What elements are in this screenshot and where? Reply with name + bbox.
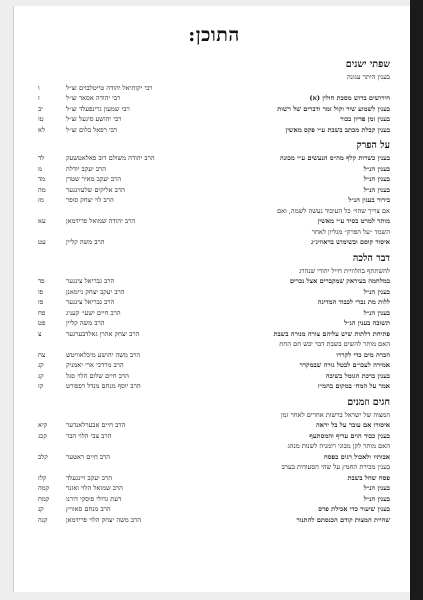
toc-entry[interactable] bbox=[38, 452, 390, 463]
entry-page-number: קנ bbox=[38, 505, 44, 513]
toc-entry[interactable] bbox=[38, 483, 390, 494]
toc-section bbox=[38, 140, 390, 248]
entry-page-number: פד bbox=[38, 277, 45, 285]
toc-entry[interactable] bbox=[38, 410, 390, 421]
toc-entry[interactable] bbox=[38, 227, 390, 238]
entry-author: רבי שמעון גרינפעלד זצ״ל bbox=[66, 104, 130, 113]
entry-title: הכרה מים כדי לקררו bbox=[336, 350, 390, 359]
entry-page-number: צ bbox=[38, 329, 42, 338]
entry-page-number: קמח bbox=[38, 494, 50, 503]
toc-section bbox=[38, 397, 390, 526]
toc-entry[interactable] bbox=[38, 318, 390, 329]
entry-author: הרב גבריאל צינגער bbox=[66, 277, 115, 285]
entry-author: הרב גבריאל צינגער bbox=[66, 298, 115, 306]
entry-page-number: ז bbox=[38, 94, 40, 102]
entry-page-number: צח bbox=[38, 350, 46, 359]
entry-author: הרב יעקב יודלה bbox=[66, 164, 107, 173]
entry-author: הרב משה יצחק הלוי פרידמאן bbox=[66, 515, 142, 524]
toc-entry[interactable] bbox=[38, 462, 390, 473]
entry-page-number: עא bbox=[38, 217, 46, 225]
toc-entry[interactable] bbox=[38, 125, 390, 136]
entry-title: להשתתף בהלוויית חייל יהודי שנהרג bbox=[299, 266, 390, 275]
entry-page-number: לא bbox=[38, 125, 46, 134]
entry-title: בענין הנ״ל bbox=[363, 484, 390, 492]
entry-page-number: ו bbox=[38, 83, 40, 92]
entry-title: ללות מת נכרי לכבוד המדינה bbox=[317, 298, 390, 306]
toc-entry[interactable] bbox=[38, 83, 390, 94]
entry-page-number: פז bbox=[38, 298, 44, 306]
section-title: על הפרק bbox=[356, 140, 390, 151]
page-title: התוכן: bbox=[188, 24, 240, 46]
toc-entry[interactable] bbox=[38, 185, 390, 196]
toc-entry[interactable] bbox=[38, 360, 390, 371]
entry-title: פסח שחל בשבת bbox=[347, 473, 390, 482]
entry-title: בענין לשמוע שיר וקול זמר ודברים של רשות bbox=[277, 104, 390, 113]
entry-author: הרב יהודה שמואל פרידמאן bbox=[66, 217, 136, 225]
entry-page-number: קז bbox=[38, 382, 44, 390]
toc-entry[interactable] bbox=[38, 104, 390, 115]
toc-entry[interactable] bbox=[38, 441, 390, 452]
toc-entry[interactable] bbox=[38, 329, 390, 340]
entry-author: הרב מנחם סאוויץ bbox=[66, 505, 111, 513]
entry-page-number: קג bbox=[38, 361, 44, 369]
entry-author: הרב מרדכי ארי יאמניק bbox=[66, 361, 124, 369]
entry-title: במלחמה בעיראק שמקברים אצל נכרים bbox=[289, 277, 390, 285]
toc-entry[interactable] bbox=[38, 339, 390, 350]
toc-entry[interactable] bbox=[38, 371, 390, 382]
toc-entry[interactable] bbox=[38, 420, 390, 431]
entry-author: הרב חיים ישעי׳ קעניג bbox=[66, 308, 121, 317]
toc-entry[interactable] bbox=[38, 473, 390, 484]
toc-section bbox=[38, 253, 390, 392]
toc-entry[interactable] bbox=[38, 266, 390, 277]
entry-title: בענין הנ״ל bbox=[363, 494, 390, 503]
entry-title: בענין שיעור כדי אכילת פרס bbox=[318, 505, 390, 513]
book-spine-edge bbox=[410, 0, 423, 600]
entry-page-number: קלב bbox=[38, 452, 48, 461]
toc-section bbox=[38, 59, 390, 135]
entry-author: הרב משה יהושע מיכלאוויטש bbox=[66, 350, 141, 359]
entry-title: המצוה של ישראל ברשות אחרים לאחר זמן bbox=[281, 410, 390, 419]
sections-container bbox=[38, 59, 390, 525]
toc-entry[interactable] bbox=[38, 287, 390, 298]
entry-page-number: מ bbox=[38, 164, 42, 173]
entry-title: בענין קבלת מכתב בשבת ע״י פקס מאשין bbox=[285, 125, 390, 134]
entry-page-number: לד bbox=[38, 154, 45, 162]
entry-title: אבותיו ולאכול רגים בפסח bbox=[323, 452, 390, 461]
entry-author: הרב חיים ראטער bbox=[66, 452, 111, 461]
entry-author: הרב חיים אבערלאנדער bbox=[66, 421, 126, 429]
section-title: שפתי ישנים bbox=[345, 59, 390, 70]
entry-page-number: מה bbox=[38, 185, 46, 194]
entry-author: הרב יהודה משולם דוב פאלאטשעק bbox=[66, 154, 155, 162]
entry-title: בענין הנ״ל bbox=[363, 308, 390, 317]
entry-title: איסור קוסם ובשימוש בראוזינ״ג bbox=[311, 238, 390, 246]
entry-author: הרב משה קליין bbox=[66, 238, 105, 246]
entry-title: בענין הנ״ל bbox=[363, 175, 390, 183]
entry-title: בענין זמן פדיון בכור bbox=[340, 115, 390, 123]
toc-entry[interactable] bbox=[38, 515, 390, 526]
entry-author: הרב יוסף מנחם מנדל רפפורט bbox=[66, 382, 141, 390]
entry-page-number: מז bbox=[38, 196, 44, 204]
entry-author: רבי יקותיאל יהודה טייטלבוים זצ״ל bbox=[66, 83, 153, 92]
entry-title: בירור בענין הנ״ל bbox=[348, 196, 390, 204]
toc-entry[interactable] bbox=[38, 504, 390, 515]
entry-title: מותר למרט בסיד ע״י מאשין bbox=[317, 217, 390, 225]
entry-page-number: קכג bbox=[38, 431, 47, 440]
entry-page-number: קג bbox=[38, 371, 44, 380]
entry-title: בענין הנ״ל bbox=[363, 185, 390, 194]
toc-entry[interactable] bbox=[38, 114, 390, 125]
entry-title: אמירה לעכו״ם לבטל גורה שבמקרר bbox=[299, 361, 390, 369]
toc-entry[interactable] bbox=[38, 153, 390, 164]
entry-author: רבי רפאל בלום זצ״ל bbox=[66, 125, 118, 134]
toc-entry[interactable] bbox=[38, 308, 390, 319]
entry-author: הרב יעקב ויינגעלד bbox=[66, 473, 113, 482]
section-title: דבר הלכה bbox=[352, 252, 390, 264]
entry-page-number: טו bbox=[38, 115, 44, 123]
toc-entry[interactable] bbox=[38, 72, 390, 83]
entry-title: בענין ברכת הגומל בשיבה bbox=[325, 371, 390, 380]
entry-page-number: פח bbox=[38, 308, 46, 317]
entry-title: בענין כבוד הוים עדיף והמסתעף bbox=[309, 431, 390, 440]
entry-author: הרב יצחק אהרן גאלדבערגער bbox=[66, 329, 140, 338]
entry-page-number: פו bbox=[38, 287, 44, 296]
toc-entry[interactable] bbox=[38, 216, 390, 227]
entry-title: שהיית המצות קודם הכנסתם להתנור bbox=[296, 515, 390, 524]
entry-title: אם צריך שהוי׳ כל העיבוד נעשה לשמה, ואם bbox=[276, 206, 390, 215]
table-of-contents bbox=[38, 20, 390, 530]
entry-author: הרב שמואל הלוי ואזנר bbox=[66, 484, 123, 492]
toc-entry[interactable] bbox=[38, 494, 390, 505]
document-page bbox=[13, 6, 411, 592]
entry-title: בענין כשרות קלף מה״ס הנעשים ע״י מכונה bbox=[280, 154, 390, 162]
entry-title: בענין היתר עגונה bbox=[347, 73, 390, 81]
entry-page-number: יב bbox=[38, 104, 43, 113]
entry-author: הרב צבי הלוי הבר bbox=[66, 431, 112, 440]
entry-title: בענין מכירת החמץ על שהי הסעודות בערב bbox=[281, 463, 390, 471]
entry-author: הרב משה קליין bbox=[66, 319, 105, 327]
toc-entry[interactable] bbox=[38, 93, 390, 104]
entry-title: חירושים ברוש מסכת חולין (א) bbox=[309, 94, 390, 102]
entry-title: השמד ״על הפרק״ מגליון לאחר bbox=[311, 227, 390, 236]
entry-title: האם מותר להשים בשבת דבר יבש חם החת bbox=[279, 340, 390, 348]
entry-title: האם מותר לקן מבוגי רומניה לשנות מנהג bbox=[287, 442, 390, 450]
entry-author: דעת גדולי פוסקי דורנו bbox=[66, 494, 122, 503]
entry-page-number: קנה bbox=[38, 515, 48, 524]
toc-entry[interactable] bbox=[38, 195, 390, 206]
toc-entry[interactable] bbox=[38, 276, 390, 287]
entry-page-number: מד bbox=[38, 175, 46, 183]
toc-entry[interactable] bbox=[38, 237, 390, 248]
toc-entry[interactable] bbox=[38, 174, 390, 185]
entry-title: תשובה בענין הנ״ל bbox=[344, 319, 390, 327]
entry-page-number: עט bbox=[38, 238, 46, 246]
entry-author: הרב יעקב מאיר שטרן bbox=[66, 175, 122, 183]
entry-title: אמר על המח׳ במקום בהמ״ז bbox=[317, 382, 390, 390]
toc-entry[interactable] bbox=[38, 297, 390, 308]
toc-entry[interactable] bbox=[38, 164, 390, 175]
entry-page-number: קלז bbox=[38, 473, 47, 482]
entry-page-number: פט bbox=[38, 319, 46, 327]
entry-title: בענין הנ״ל bbox=[363, 287, 390, 296]
entry-title: בענין הנ״ל bbox=[363, 164, 390, 173]
entry-page-number: קמה bbox=[38, 484, 50, 492]
entry-author: הרב חיים שלום הלוי סגל bbox=[66, 371, 129, 380]
entry-title: פתיחת דלתות שיש עליהם צורה מנורה בשבת bbox=[273, 329, 390, 338]
toc-entry[interactable] bbox=[38, 350, 390, 361]
entry-author: הרב אליקים שלעזינגער bbox=[66, 185, 125, 194]
entry-page-number: קיא bbox=[38, 421, 48, 429]
entry-author: הרב יעקב יצחק ניימאנן bbox=[66, 287, 125, 296]
section-title: חגים וזמנים bbox=[347, 396, 390, 408]
entry-title: איסורו אם עובר על בל יראה bbox=[315, 421, 390, 429]
toc-entry[interactable] bbox=[38, 206, 390, 217]
entry-author: רבי יהודה אסאד זצ״ל bbox=[66, 94, 121, 102]
entry-author: הרב לוי יצחק סופר bbox=[66, 196, 114, 204]
toc-entry[interactable] bbox=[38, 431, 390, 442]
entry-author: רבי יהושע סיגעל זצ״ל bbox=[66, 115, 122, 123]
toc-entry[interactable] bbox=[38, 381, 390, 392]
